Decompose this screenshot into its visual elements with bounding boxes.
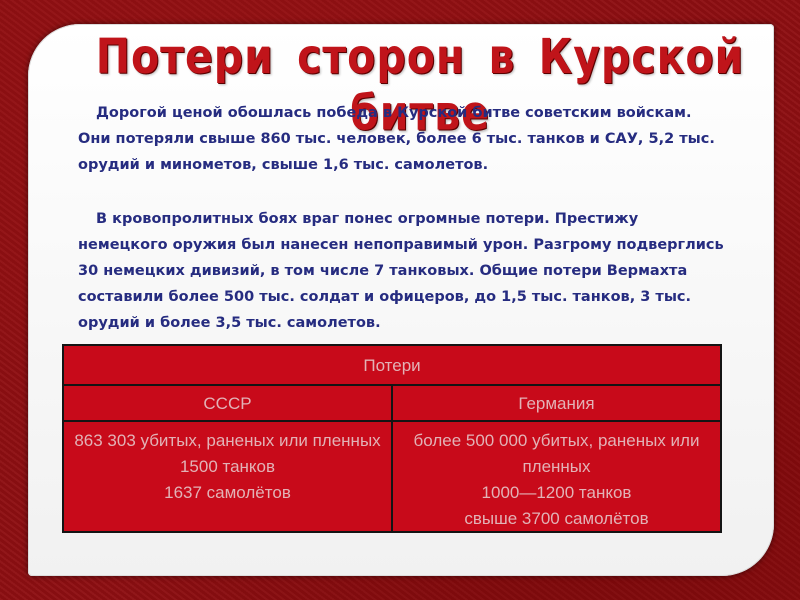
column-header-germany: Германия [518,394,595,413]
germany-losses-cell [393,422,720,531]
germany-tanks: 1000—1200 танков [481,483,632,502]
slide-title: Потери сторон в Курской битве [95,28,745,142]
table-columns-row [64,386,720,422]
germany-aircraft: свыше 3700 самолётов [464,509,649,528]
ussr-losses-cell [64,422,393,531]
paragraph-soviet-losses: Дорогой ценой обошлась победа в Курской битве советским войскам. Они потеряли свыше 860 тыс. человек, более 6 тыс. танков и САУ, 5,2 тыс. орудий и минометов, свыше 1,6 тыс. самолетов. [78,105,715,173]
table-header-cell: Потери [363,356,421,375]
germany-casualties: более 500 000 убитых, раненых или пленных [413,431,700,476]
ussr-aircraft: 1637 самолётов [164,483,291,502]
table-row [64,422,720,531]
paragraph-german-losses: В кровопролитных боях враг понес огромные потери. Престижу немецкого оружия был нанесен непоправимый урон. Разгрому подверглись 30 немецких дивизий, в том числе 7 танковых. Общие потери Вермахта составили более 500 тыс. солдат и офицеров, до 1,5 тыс. танков, 3 тыс. орудий и более 3,5 тыс. самолетов. [78,211,724,331]
ussr-tanks: 1500 танков [179,457,276,476]
ussr-casualties: 863 303 убитых, раненых или пленных [74,431,381,450]
column-header-ussr: СССР [64,386,393,420]
table-header-row [64,346,720,386]
losses-table [62,344,722,533]
